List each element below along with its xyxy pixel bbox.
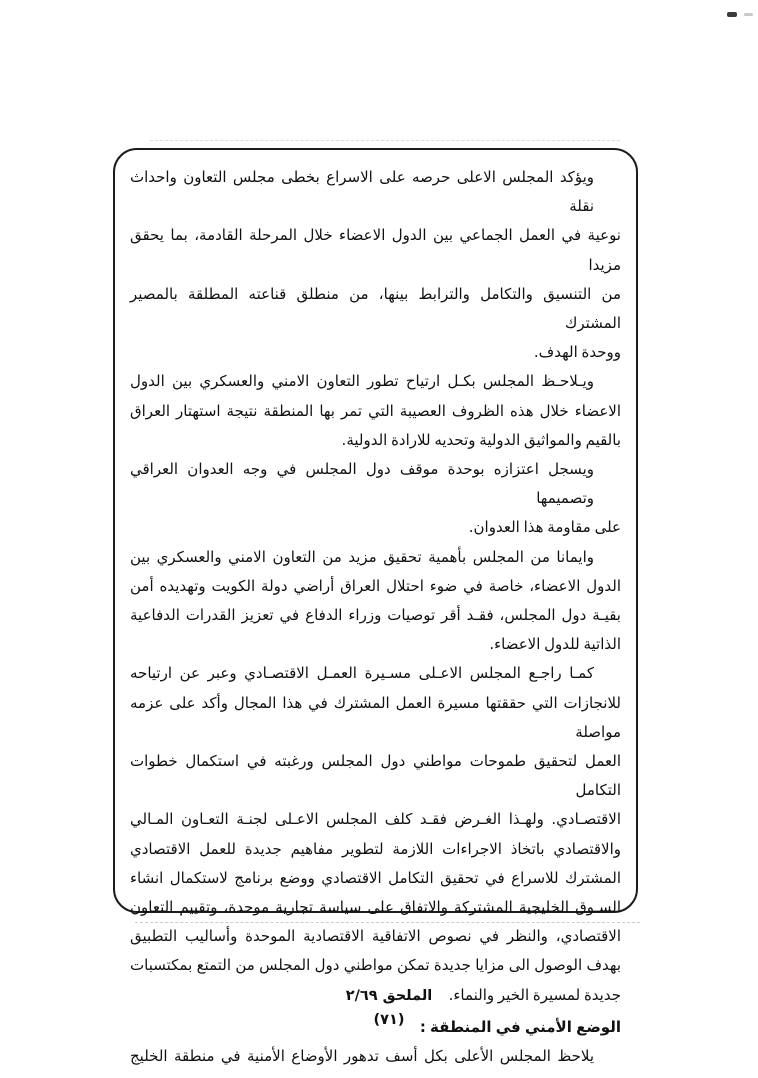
text-line: والاقتصادي باتخاذ الاجراءات اللازمة لتطوير مفاهيم جديدة للعمل الاقتصادي [130, 839, 621, 858]
text-line: كمـا راجـع المجلس الاعـلى مسـيرة العمـل الاقتصـادي وعبر عن ارتياحه [130, 664, 594, 683]
text-line: السـوق الخليجية المشتركة والاتفاق على سياسة تجارية موحدة، وتقييم التعاون [130, 898, 621, 917]
text-line: ويؤكد المجلس الاعلى حرصه على الاسراع بخطى مجلس التعاون واحداث نقلة [130, 168, 594, 216]
annex-label: الملحق ٢/٦٩ [345, 988, 433, 1004]
section-heading: الوضع الأمني في المنطقة : [419, 1017, 621, 1036]
text-lines [130, 163, 621, 1071]
page-number: (٧١) [373, 1012, 405, 1028]
text-line: ووحدة الهدف. [533, 343, 621, 362]
text-line: الدول الاعضاء، خاصة في ضوء احتلال العراق أراضي دولة الكويت وتهديده أمن [130, 576, 621, 595]
text-line: يلاحظ المجلس الأعلى بكل أسف تدهور الأوضاع الأمنية في منطقة الخليج [130, 1047, 594, 1066]
text-line: بقيـة دول المجلس، فقـد أقر توصيات وزراء الدفاع في تعزيز القدرات الدفاعية [130, 606, 621, 625]
text-line: للانجازات التي حققتها مسيرة العمل المشترك في هذا المجال وأكد على عزمه مواصلة [130, 693, 621, 741]
text-line: ويسجل اعتزازه بوحدة موقف دول المجلس في وجه العدوان العراقي وتصميمها [130, 460, 594, 508]
text-line: الاقتصادي، والنظر في نصوص الاتفاقية الاقتصادية الموحدة وأساليب التطبيق [130, 927, 621, 946]
scan-smudge-light [744, 13, 753, 16]
text-line: الذاتية للدول الاعضاء. [489, 635, 621, 654]
text-line: الاقتصـادي. ولهـذا الغـرض فقـد كلف المجلس الاعـلى لجنـة التعـاون المـالي [130, 810, 621, 829]
scan-echo-line-top [150, 140, 620, 141]
text-line: نوعية في العمل الجماعي بين الدول الاعضاء خلال المرحلة القادمة، بما يحقق مزيدا [130, 226, 621, 274]
text-line: على مقاومة هذا العدوان. [468, 518, 621, 537]
scan-smudge-dark [727, 12, 737, 17]
text-line: بهدف الوصول الى مزايا جديدة تمكن مواطني دول المجلس من التمتع بمكتسبات [130, 956, 621, 975]
text-line: من التنسيق والتكامل والترابط بينها، من منطلق قناعته المطلقة بالمصير المشترك [130, 284, 621, 333]
text-line: جديدة لمسيرة الخير والنماء. [448, 985, 621, 1004]
text-line: الاعضاء خلال هذه الظروف العصيبة التي تمر بها المنطقة نتيجة استهتار العراق [130, 401, 621, 420]
text-line: ويـلاحـظ المجلس بكـل ارتياح تطور التعاون الامني والعسكري بين الدول [130, 372, 594, 391]
text-line: المشترك للاسراع في تحقيق التكامل الاقتصادي ووضع برنامج لاستكمال انشاء [130, 868, 621, 887]
text-line: بالقيم والمواثيق الدولية وتحديه للارادة الدولية. [341, 430, 621, 449]
text-line: العمل لتحقيق طموحات مواطني دول المجلس ورغبته في استكمال خطوات التكامل [130, 752, 621, 800]
text-line: وايمانا من المجلس بأهمية تحقيق مزيد من التعاون الامني والعسكري بين [130, 547, 594, 566]
page-footer [299, 985, 479, 1033]
